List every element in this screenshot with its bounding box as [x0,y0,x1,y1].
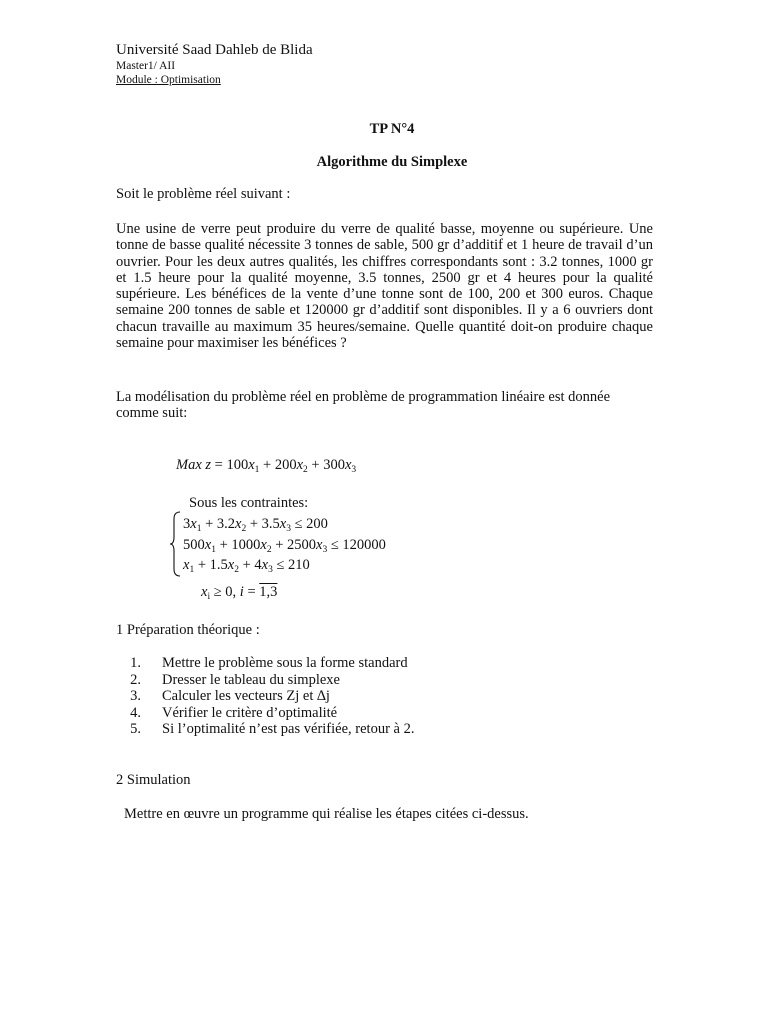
step-text: Mettre le problème sous la forme standard [162,655,408,671]
step-text: Vérifier le critère d’optimalité [162,704,338,721]
step-text: Calculer les vecteurs Zj et ∆j [162,688,330,705]
constraint-var: x [183,557,190,573]
step-number: 2. [130,671,141,688]
constraint-row [183,516,328,533]
level-label: Master1/ AII [116,60,176,72]
constraint-sub: 3 [286,524,291,534]
x1-variable: x [248,457,255,473]
list-item [116,705,414,722]
step-text: Si l’optimalité n’est pas vérifiée, retour à 2. [162,721,415,738]
list-item [116,721,414,738]
constraint-sub: 1 [211,545,216,555]
objective-coef-2: + 200 [259,457,297,473]
constraint-var: x [260,537,267,553]
constraint-var: x [204,537,212,553]
constraint-sub: 3 [322,545,328,555]
section-theory-heading: 1 Préparation théorique : [116,622,260,638]
constraint-coef: 500 [183,537,205,553]
simulation-text: Mettre en œuvre un programme qui réalise les étapes citées ci-dessus. [124,806,529,822]
constraint-rhs: ≤ 210 [272,557,310,573]
constraint-sub: 2 [266,545,272,555]
constraint-var: x [316,537,323,553]
constraint-coef: + 2500 [271,537,316,553]
constraint-coef: 3 [183,516,191,532]
index-range: 1,3 [259,584,278,600]
constraint-coef: + 1000 [215,537,261,553]
x3-variable: x [344,457,352,473]
z-variable: z [205,457,212,473]
constraint-var: x [235,516,242,532]
step-number: 1. [130,655,141,671]
step-number: 3. [130,688,141,705]
constraint-coef: + 1.5 [194,557,228,573]
constraint-rhs: ≤ 200 [290,516,328,532]
x-variable: x [201,584,208,600]
constraint-row [183,537,386,554]
constraint-var: x [190,516,197,532]
constraint-sub: 3 [268,565,273,575]
constraint-sub: 2 [241,524,247,534]
tp-title: TP N°4 [369,121,415,137]
constraint-sub: 1 [189,565,195,575]
constraint-rhs: ≤ 120000 [327,537,386,553]
constraint-coef: + 4 [238,557,262,573]
constraint-row [183,557,310,574]
x3-subscript: 3 [351,465,357,475]
x2-subscript: 2 [303,465,308,475]
constraint-sub: 2 [234,565,239,575]
step-text: Dresser le tableau du simplexe [162,671,340,688]
i-variable: i [239,584,244,600]
constraint-coef: + 3.5 [246,516,280,532]
intro-text: Soit le problème réel suivant : [116,186,291,202]
list-item [116,672,414,689]
constraint-coef: + 3.2 [201,516,235,532]
nonneg-ge: ≥ 0, [210,584,240,600]
constraint-sub: 1 [196,524,202,534]
x1-subscript: 1 [254,465,260,475]
constraint-var: x [261,557,269,573]
university-name: Université Saad Dahleb de Blida [116,42,313,58]
algorithm-title: Algorithme du Simplexe [316,154,468,170]
problem-statement: Une usine de verre peut produire du verre de qualité basse, moyenne ou supérieure. Une tonne de basse qualité nécessite 3 tonnes de sable, 500 gr d’additif et 1 heure de travail d’un ouvrier. Pour les deux autres qualités, les chiffres correspondants sont : 3.2 tonnes, 1000 gr et 1.5 heure pour la qualité moyenne, 3.5 tonnes, 2500 gr et 4 heures pour la qualité supérieure. Les bénéfices de la vente d’une tonne sont de 100, 200 et 300 euros. Chaque semaine 200 tonnes de sable et 120000 gr d’additif sont disponibles. Il y a 6 ouvriers dont chacun travaille au maximum 35 heures/semaine. Quelle quantité doit-on produire chaque semaine pour maximiser les bénéfices ? [116,221,653,352]
objective-coef-1: = 100 [211,457,249,473]
x2-variable: x [296,457,304,473]
nonnegativity-constraint [201,584,277,601]
steps-list [116,655,414,738]
constraint-var: x [279,516,287,532]
i-subscript: i [207,592,211,602]
objective-coef-3: + 300 [307,457,345,473]
step-number: 4. [130,704,141,721]
modeling-text: La modélisation du problème réel en problème de programmation linéaire est donnée comme suit: [116,389,611,422]
objective-function [176,457,356,474]
constraints-brace [170,511,182,577]
list-item [116,688,414,705]
max-keyword: Max [176,457,202,473]
list-item [116,655,414,672]
nonneg-eq: = [243,584,260,600]
constraint-var: x [227,557,235,573]
step-number: 5. [130,721,141,738]
constraints-label: Sous les contraintes: [189,495,309,511]
section-simulation-heading: 2 Simulation [116,772,191,788]
module-label: Module : Optimisation [116,74,221,86]
